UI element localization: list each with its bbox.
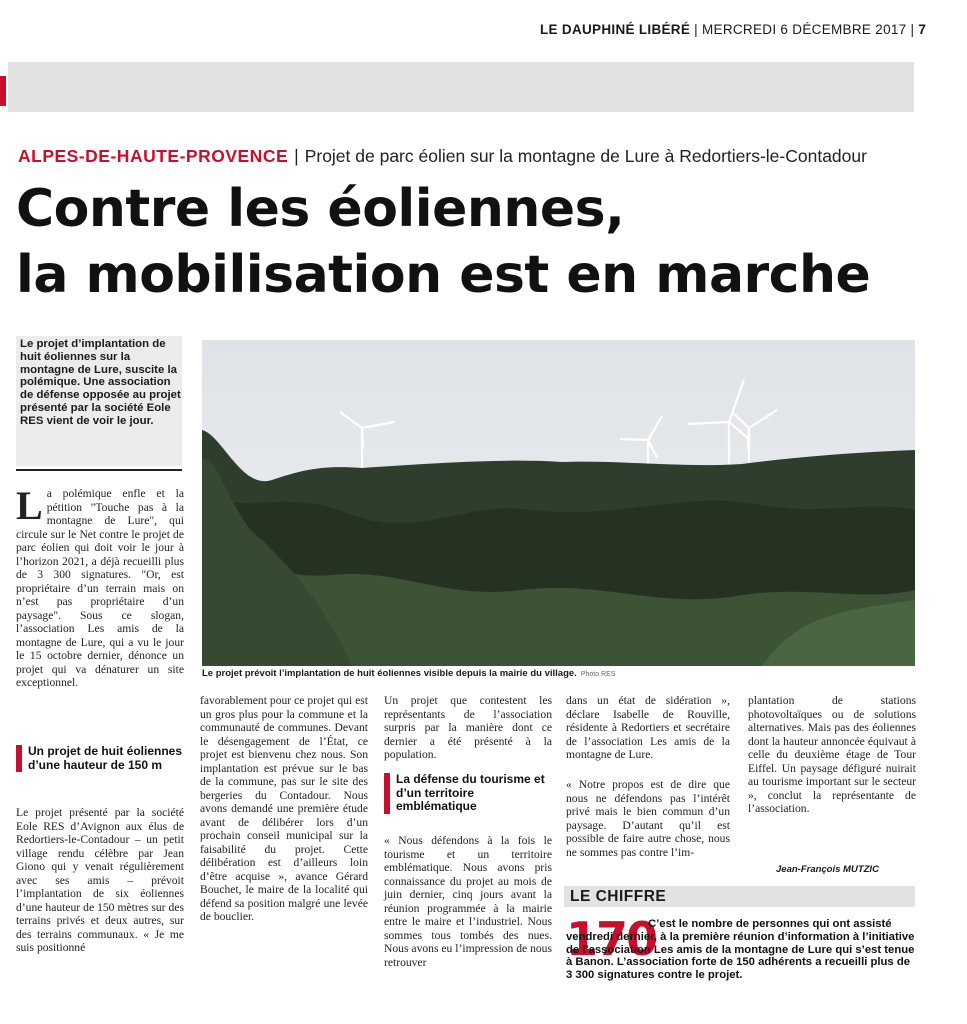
chapo-divider <box>16 469 182 471</box>
chiffre-text: C’est le nombre de personnes qui ont assisté vendredi dernier, à la première réunion d’information à l’initiative de l’association Les amis de la montagne de Lure qui s’est tenue à Banon. L’association forte de 150 adhérents a recueilli plus de 3 300 signatures contre le projet. <box>566 918 915 982</box>
column-5-text: plantation de stations photovoltaïques ou de solutions alternatives. Mais pas des éoliennes dont la hauteur annoncée équivaut à celle du deuxième étage de Tour Eiffel. Un paysage défiguré nuirait au tourisme important sur le secteur », conclut la représentante de l’association. <box>748 694 916 815</box>
photo-credit: Photo RES <box>580 671 616 678</box>
headline-line-1: Contre les éoliennes, <box>16 179 625 239</box>
column-1-paragraph-1 <box>16 483 184 690</box>
intertitle-1: Un projet de huit éoliennes d’une hauteur de 150 m <box>16 745 184 772</box>
column-2-text: favorablement pour ce projet qui est un gros plus pour la commune et la communauté de communes. Devant le désengagement de l’État, ce projet est bienvenu chez nous. Son implantation est prévue sur le bas de la commune, pas sur le site des bergeries du Contadour. Nous avons demandé une première étude avant de délibérer lors d’un prochain conseil municipal sur la faisabilité du projet. Cette délibération est d’ailleurs loin d’être acquise », avance Gérard Bouchet, le maire de la localité qui défend sa position malgré une levée de bouclier. <box>200 694 368 923</box>
photo-caption <box>202 668 915 679</box>
wind-turbines-photo <box>202 340 915 666</box>
kicker-subject: Projet de parc éolien sur la montagne de Lure à Redortiers-le-Contadour <box>304 146 867 166</box>
section-red-marker <box>0 76 6 106</box>
masthead: LE DAUPHINÉ LIBÉRÉ | MERCREDI 6 DÉCEMBRE 2017 | 7 <box>540 22 927 37</box>
chiffre-number: 170 <box>566 912 657 966</box>
kicker: ALPES-DE-HAUTE-PROVENCE | Projet de parc éolien sur la montagne de Lure à Redortiers-le-Contadour <box>18 146 867 166</box>
intertitle-2: La défense du tourisme et d’un territoire emblématique <box>384 773 552 814</box>
headline-line-2: la mobilisation est en marche <box>16 245 871 305</box>
column-1-text: a polémique enfle et la pétition "Touche pas à la montagne de Lure", qui circule sur le Net contre le projet de parc éolien qui doit voir le jour à l’horizon 2021, a déjà recueilli plus de 3 300 signatures. "Or, est propriétaire d’un terrain mais on n’est pas propriétaire d’un paysage". Sous ce slogan, l’association Les amis de la montagne de Lure, qui a vu le jour le 15 octobre dernier, dénonce un projet qui va dénaturer un site exceptionnel. <box>16 487 184 689</box>
top-gray-band <box>8 62 914 112</box>
headline <box>16 176 916 308</box>
region-label: ALPES-DE-HAUTE-PROVENCE <box>18 146 289 166</box>
issue-date: MERCREDI 6 DÉCEMBRE 2017 <box>701 22 907 37</box>
column-3-paragraph-2: « Nous défendons à la fois le tourisme et un territoire emblématique. Nous avons pris connaissance du projet au mois de juin dernier, cinq jours avant la réunion programmée à la mairie entre le maire et l’industriel. Nous sommes tous tombés des nues. Nous avons eu l’impression de nous retrouver <box>384 834 552 969</box>
drop-cap: L <box>16 483 43 528</box>
column-1-paragraph-2: Le projet présenté par la société Eole RES d’Avignon aux élus de Redortiers-le-Contadour – un petit village rendu célèbre par Jean Giono qui y venait régulièrement avec ses amis – prévoit l’implantation de six éoliennes d’une hauteur de 150 mètres sur des terrains privés et deux autres, sur des terrains communaux. « Je me suis positionné <box>16 806 184 954</box>
column-3-paragraph-1: Un projet que contestent les représentants de l’association surpris par la manière dont ce dernier a été présenté à la population. <box>384 694 552 761</box>
author-signature: Jean-François MUTZIC <box>776 864 879 875</box>
chiffre-header: LE CHIFFRE <box>564 886 915 907</box>
column-4-paragraph-2: « Notre propos est de dire que nous ne défendons pas l’intérêt privé mais le bien commun d’un paysage. D’autant qu’il est possible de faire autre chose, nous ne sommes pas contre l’im- <box>566 778 730 859</box>
newspaper-name: LE DAUPHINÉ LIBÉRÉ <box>540 22 691 37</box>
column-4-paragraph-1: dans un état de sidération », déclare Isabelle de Rouville, résidente à Redortiers et secrétaire de l’association Les amis de la montagne de Lure. <box>566 694 730 761</box>
caption-text: Le projet prévoit l’implantation de huit éoliennes visible depuis la mairie du village. <box>202 668 577 679</box>
photo-illustration <box>202 340 915 666</box>
page-number: 7 <box>918 22 927 37</box>
chapo-box: Le projet d’implantation de huit éoliennes sur la montagne de Lure, suscite la polémique. Une association de défense opposée au projet présenté par la société Eole RES vient de voir le jour. <box>16 336 182 466</box>
